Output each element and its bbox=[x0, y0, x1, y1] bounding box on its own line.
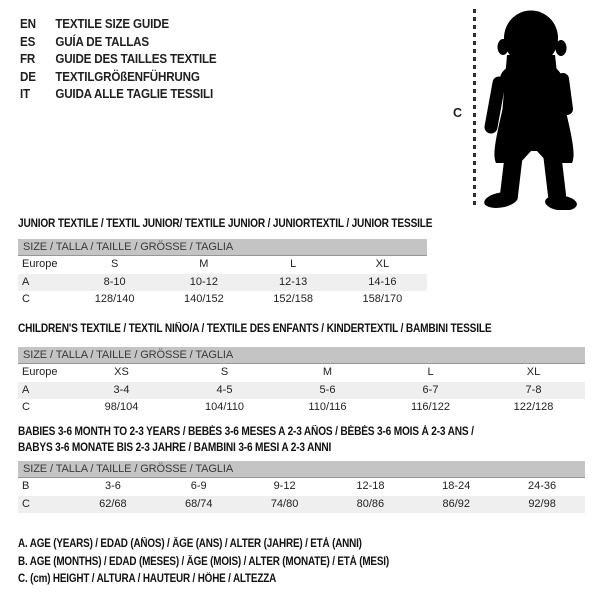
babies-title-line-1: BABIES 3-6 MONTH TO 2-3 YEARS / BEBÉS 3-6 MESES A 2-3 AÑOS / BÉBÉS 3-6 MOIS À 2-3 ANS / bbox=[18, 426, 474, 438]
value-cell: 6-9 bbox=[190, 480, 207, 492]
value-cell: 5-6 bbox=[319, 383, 336, 396]
children-section-title: CHILDREN'S TEXTILE / TEXTIL NIÑO/A / TEXTILE DES ENFANTS / KINDERTEXTIL / BAMBINI TESSILE bbox=[18, 323, 492, 335]
value-cell: 116/122 bbox=[411, 401, 450, 413]
row-label: B bbox=[22, 480, 30, 492]
table-row-height bbox=[18, 496, 585, 514]
value-cell: 4-5 bbox=[216, 383, 233, 396]
value-cell: 14-16 bbox=[368, 275, 397, 288]
value-cell: 68/74 bbox=[184, 497, 213, 510]
junior-size-header-bar: SIZE / TALLA / TAILLE / GRÖSSE / TAGLIA bbox=[18, 239, 427, 256]
value-cell: 62/68 bbox=[99, 497, 127, 510]
value-cell: 110/116 bbox=[308, 401, 347, 413]
value-cell: 12-18 bbox=[356, 480, 385, 492]
table-row-age-years bbox=[18, 382, 585, 400]
value-cell: 18-24 bbox=[442, 480, 471, 492]
size-cell: L bbox=[427, 366, 434, 378]
legend-code: FR bbox=[20, 52, 36, 66]
row-label: A bbox=[22, 275, 30, 288]
size-cell: L bbox=[290, 258, 297, 270]
value-cell: 104/110 bbox=[205, 401, 244, 413]
value-cell: 6-7 bbox=[422, 383, 439, 396]
value-cell: 12-13 bbox=[279, 275, 308, 288]
legend-row-es bbox=[20, 34, 216, 52]
legend-code: IT bbox=[20, 87, 30, 101]
table-row-height bbox=[18, 399, 585, 417]
value-cell: 3-4 bbox=[113, 383, 130, 396]
size-cell: XL bbox=[375, 258, 390, 270]
size-cell: XL bbox=[526, 366, 541, 378]
footnote-a-age-years: A. AGE (YEARS) / EDAD (AÑOS) / ÂGE (ANS) / ALTER (JAHRE) / ETÀ (ANNI) bbox=[18, 538, 362, 550]
language-legend bbox=[20, 16, 231, 104]
value-cell: 9-12 bbox=[273, 480, 296, 492]
height-measure-dashed-line bbox=[473, 9, 476, 206]
babies-size-header-bar: SIZE / TALLA / TAILLE / GRÖSSE / TAGLIA bbox=[18, 461, 585, 478]
legend-row-de bbox=[20, 69, 216, 87]
legend-label: GUÍA DE TALLAS bbox=[55, 34, 149, 49]
value-cell: 128/140 bbox=[94, 293, 135, 305]
legend-label: TEXTILGRÖßENFÜHRUNG bbox=[55, 69, 200, 84]
junior-section-title: JUNIOR TEXTILE / TEXTIL JUNIOR/ TEXTILE JUNIOR / JUNIORTEXTIL / JUNIOR TESSILE bbox=[18, 218, 433, 230]
children-size-header-bar: SIZE / TALLA / TAILLE / GRÖSSE / TAGLIA bbox=[18, 347, 585, 364]
value-cell: 122/128 bbox=[513, 401, 554, 413]
row-label: Europe bbox=[22, 258, 58, 270]
legend-label: GUIDA ALLE TAGLIE TESSILI bbox=[55, 87, 214, 101]
legend-label: TEXTILE SIZE GUIDE bbox=[55, 17, 169, 31]
size-cell: M bbox=[322, 366, 333, 378]
value-cell: 98/104 bbox=[104, 401, 139, 413]
legend-label: GUIDE DES TAILLES TEXTILE bbox=[55, 52, 217, 66]
value-cell: 92/98 bbox=[528, 497, 556, 510]
value-cell: 74/80 bbox=[270, 497, 299, 510]
value-cell: 140/152 bbox=[183, 293, 224, 305]
legend-row-fr bbox=[20, 51, 216, 69]
footnote-c-height: C. (cm) HEIGHT / ALTURA / HAUTEUR / HÖHE / ALTEZZA bbox=[18, 573, 277, 585]
value-cell: 7-8 bbox=[525, 383, 542, 396]
row-label: C bbox=[22, 497, 30, 510]
value-cell: 86/92 bbox=[442, 497, 470, 510]
table-row-age-months bbox=[18, 478, 585, 496]
value-cell: 152/158 bbox=[273, 293, 313, 305]
babies-size-table bbox=[18, 461, 585, 513]
row-label: C bbox=[22, 293, 30, 305]
legend-row-en bbox=[20, 16, 216, 34]
row-label: A bbox=[22, 383, 30, 396]
size-cell: S bbox=[220, 366, 229, 378]
baby-silhouette-icon bbox=[484, 5, 584, 210]
legend-code: EN bbox=[20, 17, 36, 31]
height-measure-label: C bbox=[453, 106, 463, 120]
babies-title-line-2: BABYS 3-6 MONATE BIS 2-3 JAHRE / BAMBINI 3-6 MESI A 2-3 ANNI bbox=[18, 442, 332, 454]
children-size-table bbox=[18, 347, 585, 417]
value-cell: 10-12 bbox=[189, 275, 218, 288]
footnotes bbox=[18, 536, 449, 589]
size-cell: XS bbox=[114, 366, 129, 378]
table-row-europe bbox=[18, 364, 585, 382]
legend-row-it bbox=[20, 86, 216, 104]
row-label: Europe bbox=[22, 366, 58, 378]
size-cell: S bbox=[110, 258, 119, 270]
value-cell: 158/170 bbox=[362, 293, 403, 305]
table-row-europe bbox=[18, 256, 427, 274]
size-cell: M bbox=[199, 258, 209, 270]
babies-section-title bbox=[18, 424, 474, 456]
footnote-b-age-months: B. AGE (MONTHS) / EDAD (MESES) / ÂGE (MOIS) / ALTER (MONATE) / ETÀ (MESI) bbox=[18, 555, 389, 568]
junior-size-table bbox=[18, 239, 427, 309]
table-row-age-years bbox=[18, 274, 427, 292]
value-cell: 24-36 bbox=[528, 480, 557, 492]
row-label: C bbox=[22, 401, 30, 413]
legend-code: DE bbox=[20, 69, 36, 84]
legend-code: ES bbox=[20, 34, 36, 49]
value-cell: 80/86 bbox=[356, 497, 385, 510]
value-cell: 3-6 bbox=[104, 480, 121, 492]
value-cell: 8-10 bbox=[103, 275, 126, 288]
table-row-height bbox=[18, 291, 427, 309]
